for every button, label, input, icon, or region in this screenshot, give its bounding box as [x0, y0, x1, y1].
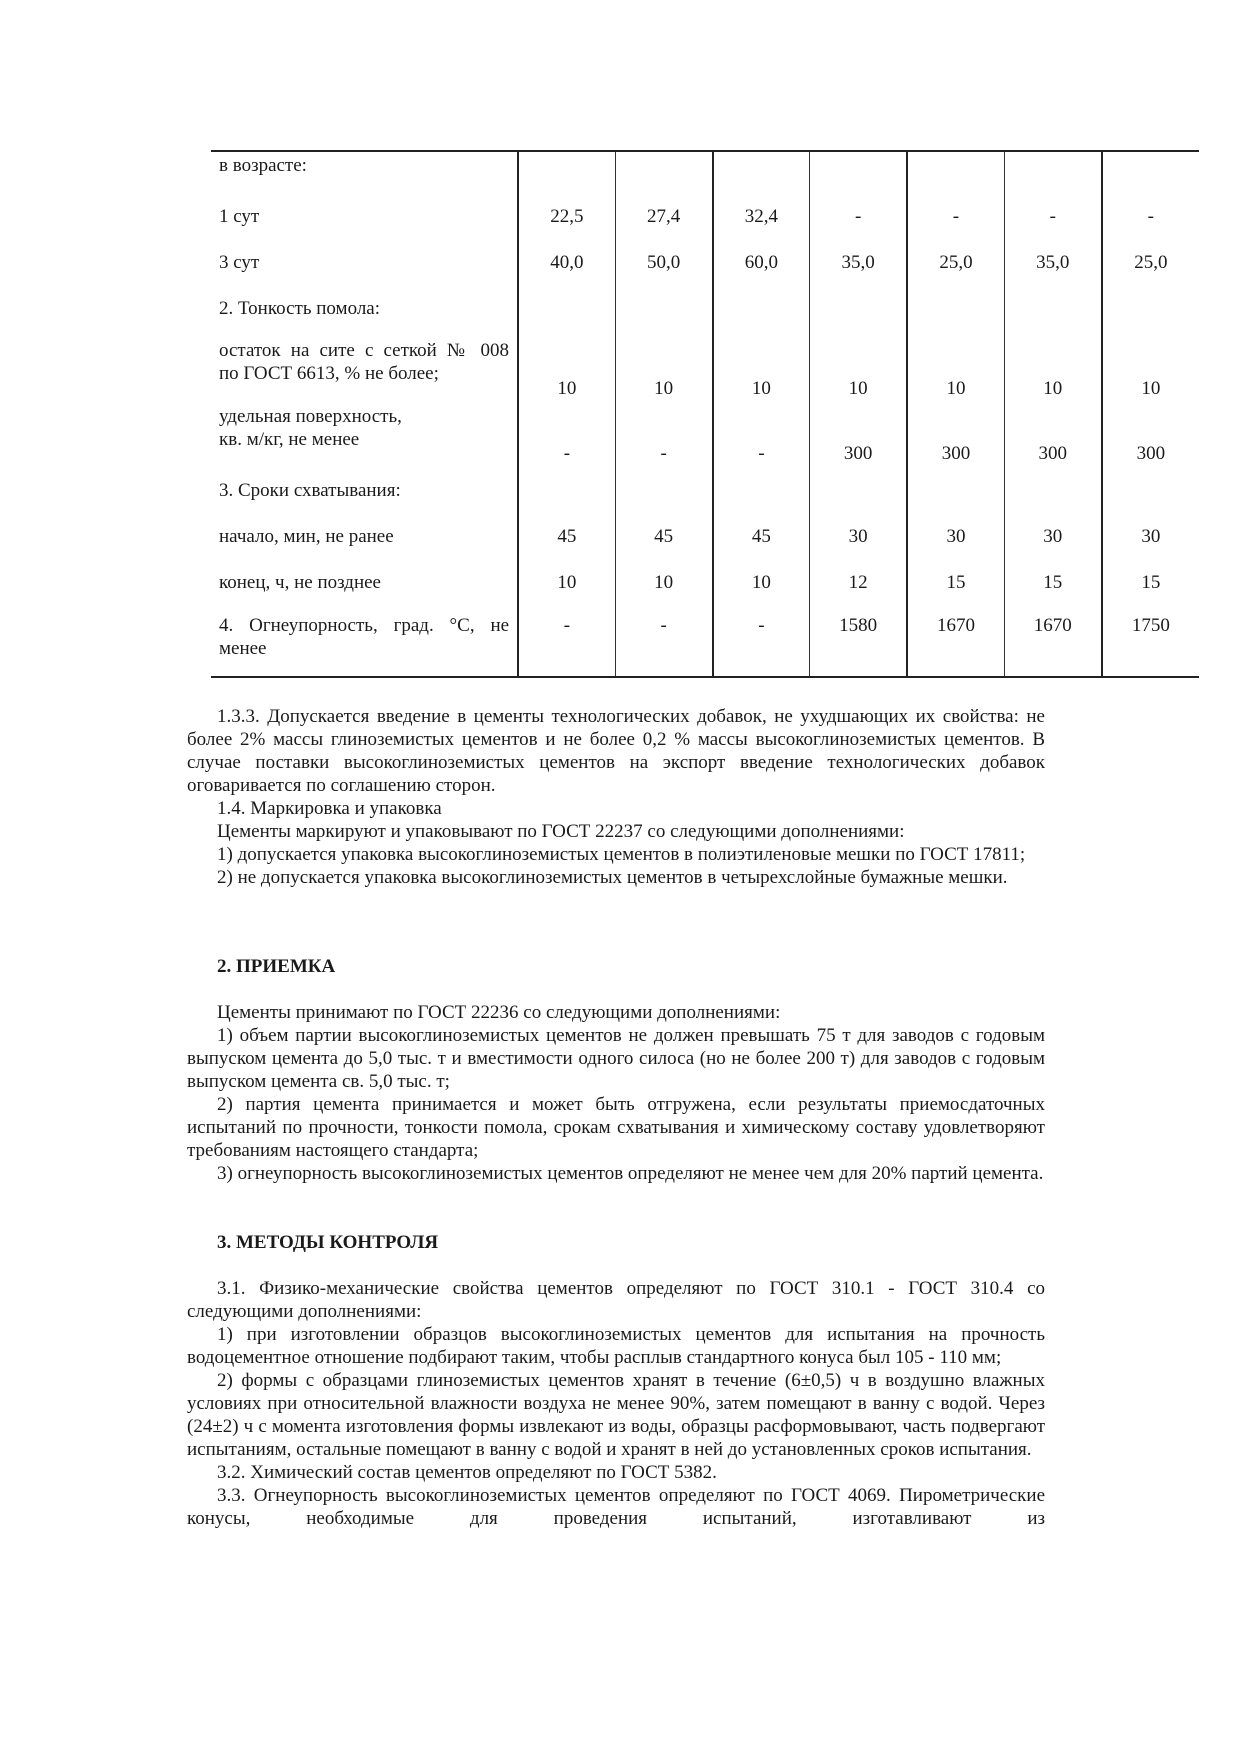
row-label-line: остаток на сите с сеткой № 008 — [219, 340, 510, 361]
table-cell: 30 — [1102, 517, 1199, 563]
paragraph-2-item-1: 1) объем партии высокоглиноземистых цементов не должен превышать 75 т для заводов с годовым выпуском цемента до 5,0 тыс. т и вместимости одного силоса (но не более 200 т) для заводов с годовым выпуском цемента св. 5,0 тыс. т; — [187, 1025, 1045, 1092]
table-cell — [1102, 471, 1199, 517]
table-cell: 300 — [1102, 403, 1199, 471]
row-label-line: удельная поверхность, — [219, 406, 402, 427]
table-cell: 10 — [518, 563, 615, 609]
table-row — [211, 517, 1199, 563]
table-cell: 45 — [615, 517, 712, 563]
table-cell: 10 — [713, 335, 810, 403]
paragraph-1-4-intro: Цементы маркируют и упаковывают по ГОСТ 22237 со следующими дополнениями: — [217, 821, 905, 842]
table-cell: 1670 — [1004, 609, 1101, 677]
table-cell — [615, 289, 712, 335]
table-row — [211, 471, 1199, 517]
table-row — [211, 151, 1199, 197]
row-label: 3 сут — [219, 252, 260, 273]
table-cell: 22,5 — [518, 197, 615, 243]
section-2-body — [187, 1001, 1045, 1185]
table-cell — [810, 289, 907, 335]
table-cell: 1750 — [1102, 609, 1199, 677]
row-label — [211, 403, 518, 471]
table-cell: 27,4 — [615, 197, 712, 243]
table-cell: - — [713, 609, 810, 677]
table-cell: 10 — [810, 335, 907, 403]
table-cell: 10 — [518, 335, 615, 403]
table-cell: 10 — [713, 563, 810, 609]
table-cell: 25,0 — [907, 243, 1004, 289]
paragraph-3-2: 3.2. Химический состав цементов определяют по ГОСТ 5382. — [217, 1462, 717, 1483]
row-label: конец, ч, не позднее — [219, 572, 381, 593]
table-cell: 32,4 — [713, 197, 810, 243]
table-cell: 35,0 — [1004, 243, 1101, 289]
table-row — [211, 403, 1199, 471]
table-cell — [713, 289, 810, 335]
section-heading-acceptance: 2. ПРИЕМКА — [217, 956, 336, 977]
table-cell: 50,0 — [615, 243, 712, 289]
table-cell: - — [713, 403, 810, 471]
table-cell: 30 — [810, 517, 907, 563]
table-cell: - — [615, 609, 712, 677]
table-cell: 10 — [1102, 335, 1199, 403]
table-cell: - — [810, 197, 907, 243]
section-2 — [187, 955, 1045, 978]
table-cell: 300 — [810, 403, 907, 471]
table-cell — [810, 471, 907, 517]
table-cell — [615, 151, 712, 197]
table-cell: - — [907, 197, 1004, 243]
row-label — [211, 335, 518, 403]
table-row — [211, 563, 1199, 609]
table-cell: 45 — [518, 517, 615, 563]
section-heading-methods: 3. МЕТОДЫ КОНТРОЛЯ — [217, 1232, 439, 1253]
table-cell: 15 — [1102, 563, 1199, 609]
table-cell: 12 — [810, 563, 907, 609]
cement-spec-table — [211, 150, 1199, 678]
paragraph-1-3-3: 1.3.3. Допускается введение в цементы технологических добавок, не ухудшающих их свойства: не более 2% массы глиноземистых цементов и не более 0,2 % массы высокоглиноземистых цементов. В случае поставки высокоглиноземистых цементов на экспорт введение технологических добавок оговаривается по соглашению сторон. — [187, 706, 1045, 796]
paragraph-1-4-item-1: 1) допускается упаковка высокоглиноземистых цементов в полиэтиленовые мешки по ГОСТ 17811; — [217, 844, 1026, 865]
paragraph-3-3: 3.3. Огнеупорность высокоглиноземистых цементов определяют по ГОСТ 4069. Пирометрические конусы, необходимые для проведения испытаний, изготавливают из — [187, 1485, 1045, 1529]
table-cell: 40,0 — [518, 243, 615, 289]
row-label-line: кв. м/кг, не менее — [219, 429, 360, 450]
table-cell: 1580 — [810, 609, 907, 677]
table-cell — [1004, 289, 1101, 335]
table-cell: 10 — [615, 335, 712, 403]
row-label: 2. Тонкость помола: — [219, 298, 381, 319]
section-3-body — [187, 1277, 1045, 1530]
table-cell — [713, 471, 810, 517]
paragraph-1-4-item-2: 2) не допускается упаковка высокоглиноземистых цементов в четырехслойные бумажные мешки. — [217, 867, 1008, 888]
table-cell — [518, 151, 615, 197]
table-cell — [1004, 471, 1101, 517]
table-cell: 15 — [907, 563, 1004, 609]
paragraph-2-item-2: 2) партия цемента принимается и может быть отгружена, если результаты приемосдаточных испытаний по прочности, тонкости помола, срокам схватывания и химическому составу удовлетворяют требованиям настоящего стандарта; — [187, 1094, 1045, 1161]
row-label — [211, 609, 518, 677]
row-label-line: 4. Огнеупорность, град. °С, не — [219, 615, 510, 636]
paragraph-2-intro: Цементы принимают по ГОСТ 22236 со следующими дополнениями: — [217, 1002, 781, 1023]
table-row — [211, 289, 1199, 335]
table-cell — [1004, 151, 1101, 197]
table-cell — [907, 289, 1004, 335]
table-cell — [810, 151, 907, 197]
row-label-line: по ГОСТ 6613, % не более; — [219, 363, 439, 384]
table-cell: 60,0 — [713, 243, 810, 289]
table-cell — [518, 289, 615, 335]
row-label-line: менее — [219, 638, 267, 659]
table-cell — [518, 471, 615, 517]
row-label: в возрасте: — [219, 155, 307, 176]
table-row — [211, 243, 1199, 289]
table-cell: - — [518, 403, 615, 471]
table-cell: - — [518, 609, 615, 677]
row-label: 1 сут — [219, 206, 260, 227]
paragraph-3-1: 3.1. Физико-механические свойства цементов определяют по ГОСТ 310.1 - ГОСТ 310.4 со следующими дополнениями: — [187, 1278, 1045, 1322]
section-3 — [187, 1231, 1045, 1254]
table-cell: 300 — [907, 403, 1004, 471]
table-row — [211, 197, 1199, 243]
table-cell — [713, 151, 810, 197]
row-label: 3. Сроки схватывания: — [219, 480, 401, 501]
paragraph-3-1-item-1: 1) при изготовлении образцов высокоглиноземистых цементов для испытания на прочность водоцементное отношение подбирают таким, чтобы расплыв стандартного конуса был 105 - 110 мм; — [187, 1324, 1045, 1368]
paragraph-3-1-item-2: 2) формы с образцами глиноземистых цементов хранят в течение (6±0,5) ч в воздушно влажных условиях при относительной влажности воздуха не менее 90%, затем помещают в ванну с водой. Через (24±2) ч с момента изготовления формы извлекают из воды, образцы расформовывают, часть подвергают испытаниям, остальные помещают в ванну с водой и хранят в ней до установленных сроков испытания. — [187, 1370, 1045, 1460]
table-cell: 300 — [1004, 403, 1101, 471]
paragraph-2-item-3: 3) огнеупорность высокоглиноземистых цементов определяют не менее чем для 20% партий цемента. — [217, 1163, 1044, 1184]
table-cell: 15 — [1004, 563, 1101, 609]
table-cell: 10 — [1004, 335, 1101, 403]
table-row — [211, 609, 1199, 677]
table-cell — [1102, 151, 1199, 197]
section-1-continued — [187, 705, 1045, 889]
table-cell: 35,0 — [810, 243, 907, 289]
table-cell: 45 — [713, 517, 810, 563]
table-cell: - — [1004, 197, 1101, 243]
paragraph-1-4-title: 1.4. Маркировка и упаковка — [217, 798, 442, 819]
table-cell: 25,0 — [1102, 243, 1199, 289]
table-cell: 1670 — [907, 609, 1004, 677]
table-cell: - — [1102, 197, 1199, 243]
table-cell: 10 — [615, 563, 712, 609]
table-cell — [907, 471, 1004, 517]
table-cell — [1102, 289, 1199, 335]
table-cell: 30 — [1004, 517, 1101, 563]
table-cell — [615, 471, 712, 517]
row-label: начало, мин, не ранее — [219, 526, 394, 547]
table-row — [211, 335, 1199, 403]
table-cell: - — [615, 403, 712, 471]
table-cell: 30 — [907, 517, 1004, 563]
table-cell: 10 — [907, 335, 1004, 403]
table-cell — [907, 151, 1004, 197]
